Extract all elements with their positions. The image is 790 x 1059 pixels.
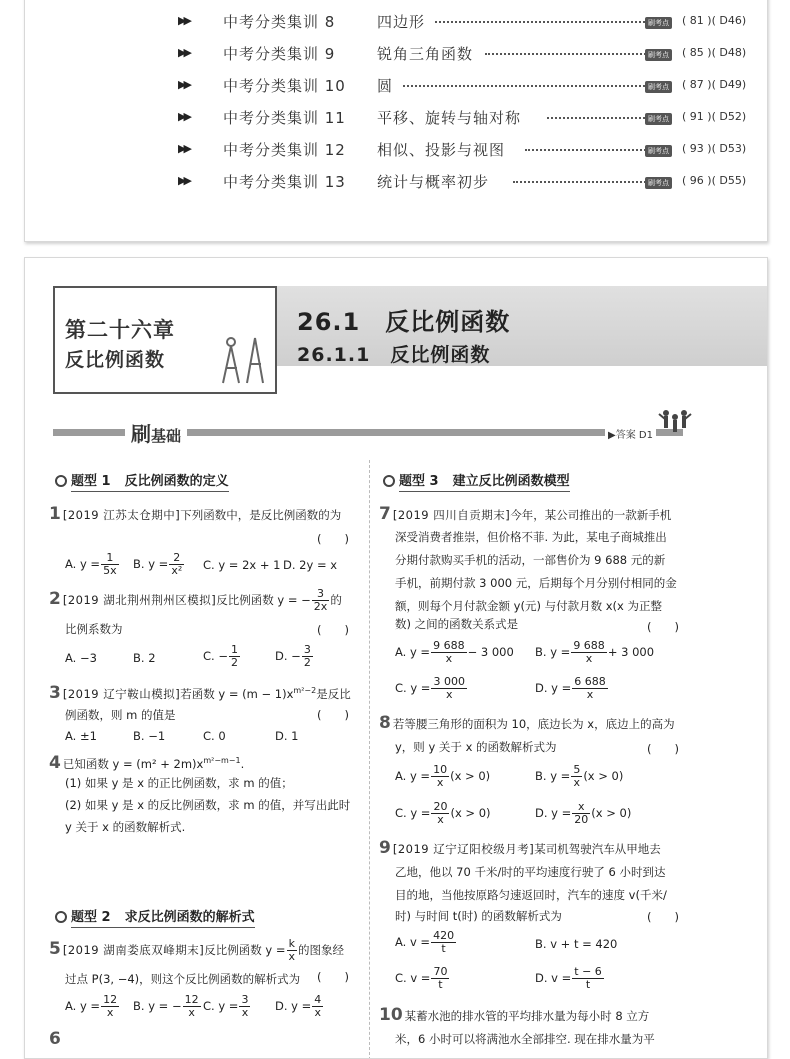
toc-page-ref: ( 93 )( D53) xyxy=(682,142,747,155)
question-7-line: 深受消费者推崇，但价格不菲. 为此，某电子商城推出 xyxy=(395,530,667,544)
option-b[interactable]: B. y = $\frac{5}{x}$ (x > 0) xyxy=(535,763,624,789)
question-7-line: 数) 之间的函数关系式是 xyxy=(395,617,519,631)
toc-badge: 刷考点 xyxy=(645,145,672,157)
option-a[interactable]: A. ±1 xyxy=(65,729,97,743)
toc-leader xyxy=(513,181,653,183)
question-7-line: 手机，前期付款 3 000 元，后期每个月分别付相同的金 xyxy=(395,576,677,590)
students-icon xyxy=(657,406,693,438)
question-5: 5 [2019 湖南娄底双峰期末]反比例函数 y = $\frac{k}{x}$ 的图象经 xyxy=(49,937,345,963)
type-heading-1 xyxy=(55,470,229,489)
option-a[interactable]: A. y = $\frac{12}{x}$ xyxy=(65,993,118,1019)
toc-row[interactable] xyxy=(25,107,767,133)
option-c[interactable]: C. y = $\frac{3 000}{x}$ xyxy=(395,675,465,701)
question-4-part2: (2) 如果 y 是 x 的反比例函数，求 m 的值，并写出此时 xyxy=(65,798,351,812)
type-name: 建立反比例函数模型 xyxy=(452,474,570,489)
toc-page xyxy=(24,0,768,242)
option-c[interactable]: C. v = $\frac{70}{t}$ xyxy=(395,965,448,991)
toc-topic: 平移、旋转与轴对称 xyxy=(377,109,522,127)
answer-blank[interactable]: ( ) xyxy=(317,623,349,637)
option-b[interactable]: B. y = $\frac{9 688}{x}$ + 3 000 xyxy=(535,639,655,665)
question-number: 10 xyxy=(379,1005,403,1025)
question-text: 反比例函数 y = − xyxy=(216,593,311,607)
toc-arrow-icon: ▶▶ xyxy=(178,46,189,59)
chapter-name: 反比例函数 xyxy=(65,349,166,371)
toc-series: 中考分类集训 12 xyxy=(223,141,346,159)
question-number: 3 xyxy=(49,682,61,703)
basics-label-small: 基础 xyxy=(151,427,182,445)
question-4-part1: (1) 如果 y 是 x 的正比例函数，求 m 的值； xyxy=(65,776,293,790)
option-b[interactable]: B. y = − $\frac{12}{x}$ xyxy=(133,993,199,1019)
question-3: 3 [2019 辽宁鞍山模拟]若函数 $y = (m - 1)x^{m^2-2}$是反比 xyxy=(49,682,351,703)
toc-leader xyxy=(485,53,653,55)
question-3-line2: 例函数，则 m 的值是 xyxy=(65,708,176,722)
answer-blank[interactable]: ( ) xyxy=(317,532,349,546)
type-label: 题型 1 xyxy=(71,474,111,489)
question-10-line2: 米，6 小时可以将满池水全部排空. 现在排水量为平 xyxy=(395,1032,655,1046)
basics-label xyxy=(125,418,187,447)
toc-topic: 四边形 xyxy=(377,13,426,31)
toc-topic: 锐角三角函数 xyxy=(377,45,474,63)
question-5-line2: 过点 P(3, −4)，则这个反比例函数的解析式为 xyxy=(65,972,301,986)
option-c[interactable]: C. y = $\frac{3}{x}$ xyxy=(203,993,249,1019)
toc-page-ref: ( 91 )( D52) xyxy=(682,110,747,123)
question-number: 9 xyxy=(379,838,391,858)
option-b[interactable]: B. y = $\frac{2}{\text{x²}}$ xyxy=(133,551,183,577)
question-text: 下列函数中，是反比例函数的为 xyxy=(180,508,342,522)
toc-series: 中考分类集训 10 xyxy=(223,77,346,95)
option-d[interactable]: D. y = $\frac{6 688}{x}$ xyxy=(535,675,606,701)
type-label: 题型 2 xyxy=(71,910,111,925)
question-source: [2019 四川自贡期末] xyxy=(392,508,511,522)
toc-page-ref: ( 87 )( D49) xyxy=(682,78,747,91)
toc-badge: 刷考点 xyxy=(645,113,672,125)
toc-row[interactable] xyxy=(25,171,767,197)
option-d[interactable]: D. − $\frac{3}{2}$ xyxy=(275,643,311,669)
option-d[interactable]: D. 1 xyxy=(275,729,299,743)
question-6 xyxy=(49,1028,63,1052)
toc-series: 中考分类集训 9 xyxy=(223,45,336,63)
answer-blank[interactable]: ( ) xyxy=(647,620,679,634)
compass-icon xyxy=(213,328,271,388)
question-number: 2 xyxy=(49,589,61,609)
answer-blank[interactable]: ( ) xyxy=(317,970,349,984)
question-1 xyxy=(49,503,359,527)
type-heading-3 xyxy=(383,470,570,489)
question-2-line2: 比例系数为 xyxy=(65,622,123,636)
question-9-line: 乙地，他以 70 千米/时的平均速度行驶了 6 小时到达 xyxy=(395,865,666,879)
question-source: [2019 湖南娄底双峰期末] xyxy=(62,943,205,957)
type-name: 反比例函数的定义 xyxy=(124,474,229,489)
toc-row[interactable] xyxy=(25,11,767,37)
question-9: 9 [2019 辽宁辽阳校级月考]某司机驾驶汽车从甲地去 xyxy=(379,838,661,858)
question-4: 4 已知函数 $y = (m^2 + 2m)x^{m^2-m-1}$. xyxy=(49,752,245,773)
type-label: 题型 3 xyxy=(399,474,439,489)
question-source: [2019 湖北荆州荆州区模拟] xyxy=(62,593,217,607)
question-number: 1 xyxy=(49,504,61,524)
question-2: 2 [2019 湖北荆州荆州区模拟]反比例函数 y = − $\frac{3}{2x}$ 的 xyxy=(49,587,342,613)
question-source: [2019 江苏太仓期中] xyxy=(62,508,181,522)
toc-arrow-icon: ▶▶ xyxy=(178,142,189,155)
toc-badge: 刷考点 xyxy=(645,177,672,189)
toc-series: 中考分类集训 13 xyxy=(223,173,346,191)
toc-arrow-icon: ▶▶ xyxy=(178,78,189,91)
column-divider xyxy=(369,460,370,1059)
option-b[interactable]: B. 2 xyxy=(133,651,156,665)
question-9-line: 目的地，当他按原路匀速返回时，汽车的速度 v(千米/ xyxy=(395,888,667,902)
option-a[interactable]: A. y = $\frac{1}{5x}$ xyxy=(65,551,117,577)
option-d[interactable]: D. y = $\frac{4}{x}$ xyxy=(275,993,322,1019)
type-heading-2 xyxy=(55,906,255,925)
toc-page-ref: ( 85 )( D48) xyxy=(682,46,747,59)
section-title: 26.1 反比例函数 xyxy=(297,308,511,336)
chapter-box xyxy=(53,286,277,394)
option-d[interactable]: D. v = $\frac{t - 6}{t}$ xyxy=(535,965,602,991)
target-icon xyxy=(55,911,67,923)
toc-badge: 刷考点 xyxy=(645,17,672,29)
toc-arrow-icon: ▶▶ xyxy=(178,14,189,27)
toc-row[interactable] xyxy=(25,139,767,165)
question-source: [2019 辽宁鞍山模拟] xyxy=(62,686,181,701)
option-b[interactable]: B. v + t = 420 xyxy=(535,937,618,951)
target-icon xyxy=(55,475,67,487)
option-c[interactable]: C. − $\frac{1}{2}$ xyxy=(203,643,238,669)
toc-leader xyxy=(547,117,653,119)
answer-reference: ▶答案 D1 xyxy=(605,426,656,441)
question-10: 10 某蓄水池的排水管的平均排水量为每小时 8 立方 xyxy=(379,1005,650,1025)
option-a[interactable]: A. −3 xyxy=(65,651,97,665)
workbook-page xyxy=(24,257,768,1059)
question-number: 8 xyxy=(379,713,391,733)
question-7: 7 [2019 四川自贡期末]今年，某公司推出的一款新手机 xyxy=(379,504,672,524)
chapter-number: 第二十六章 xyxy=(65,318,175,342)
option-c[interactable]: C. y = $\frac{20}{x}$ (x > 0) xyxy=(395,800,491,826)
toc-topic: 统计与概率初步 xyxy=(377,173,490,191)
option-a[interactable]: A. y = $\frac{9 688}{x}$ − 3 000 xyxy=(395,639,514,665)
option-a[interactable]: A. v = $\frac{420}{t}$ xyxy=(395,929,455,955)
question-number: 5 xyxy=(49,939,61,959)
toc-series: 中考分类集训 11 xyxy=(223,109,346,127)
toc-topic: 相似、投影与视图 xyxy=(377,141,506,159)
toc-badge: 刷考点 xyxy=(645,81,672,93)
question-number: 7 xyxy=(379,504,391,524)
option-a[interactable]: A. y = $\frac{10}{x}$ (x > 0) xyxy=(395,763,491,789)
toc-badge: 刷考点 xyxy=(645,49,672,61)
toc-row[interactable] xyxy=(25,75,767,101)
toc-leader xyxy=(435,21,653,23)
option-b[interactable]: B. −1 xyxy=(133,729,166,743)
answer-blank[interactable]: ( ) xyxy=(647,742,679,756)
question-number: 6 xyxy=(49,1029,61,1049)
option-c[interactable]: C. y = 2x + 1 xyxy=(203,558,281,572)
toc-leader xyxy=(403,85,653,87)
toc-series: 中考分类集训 8 xyxy=(223,13,336,31)
toc-leader xyxy=(525,149,653,151)
type-name: 求反比例函数的解析式 xyxy=(124,910,255,925)
toc-page-ref: ( 96 )( D55) xyxy=(682,174,747,187)
option-c[interactable]: C. 0 xyxy=(203,729,226,743)
basics-label-big: 刷 xyxy=(131,422,151,446)
answer-blank[interactable]: ( ) xyxy=(647,910,679,924)
toc-page-ref: ( 81 )( D46) xyxy=(682,14,747,27)
subsection-title: 26.1.1 反比例函数 xyxy=(297,344,491,366)
question-number: 4 xyxy=(49,752,61,773)
question-source: [2019 辽宁辽阳校级月考] xyxy=(392,842,535,856)
toc-arrow-icon: ▶▶ xyxy=(178,174,189,187)
question-4-part3: y 关于 x 的函数解析式. xyxy=(65,820,186,834)
question-7-line: 分期付款购买手机的活动，一部售价为 9 688 元的新 xyxy=(395,553,666,567)
toc-topic: 圆 xyxy=(377,77,394,95)
answer-blank[interactable]: ( ) xyxy=(317,708,349,722)
question-8: 8 若等腰三角形的面积为 10，底边长为 x，底边上的高为 xyxy=(379,713,675,733)
question-8-line2: y，则 y 关于 x 的函数解析式为 xyxy=(395,740,557,754)
option-d[interactable]: D. y = $\frac{x}{20}$ (x > 0) xyxy=(535,800,632,826)
target-icon xyxy=(383,475,395,487)
toc-arrow-icon: ▶▶ xyxy=(178,110,189,123)
option-d[interactable]: D. 2y = x xyxy=(283,558,338,572)
question-7-line: 额，则每个月付款金额 y(元) 与付款月数 x(x 为正整 xyxy=(395,599,662,613)
question-9-line: 时) 与时间 t(时) 的函数解析式为 xyxy=(395,909,562,923)
toc-row[interactable] xyxy=(25,43,767,69)
